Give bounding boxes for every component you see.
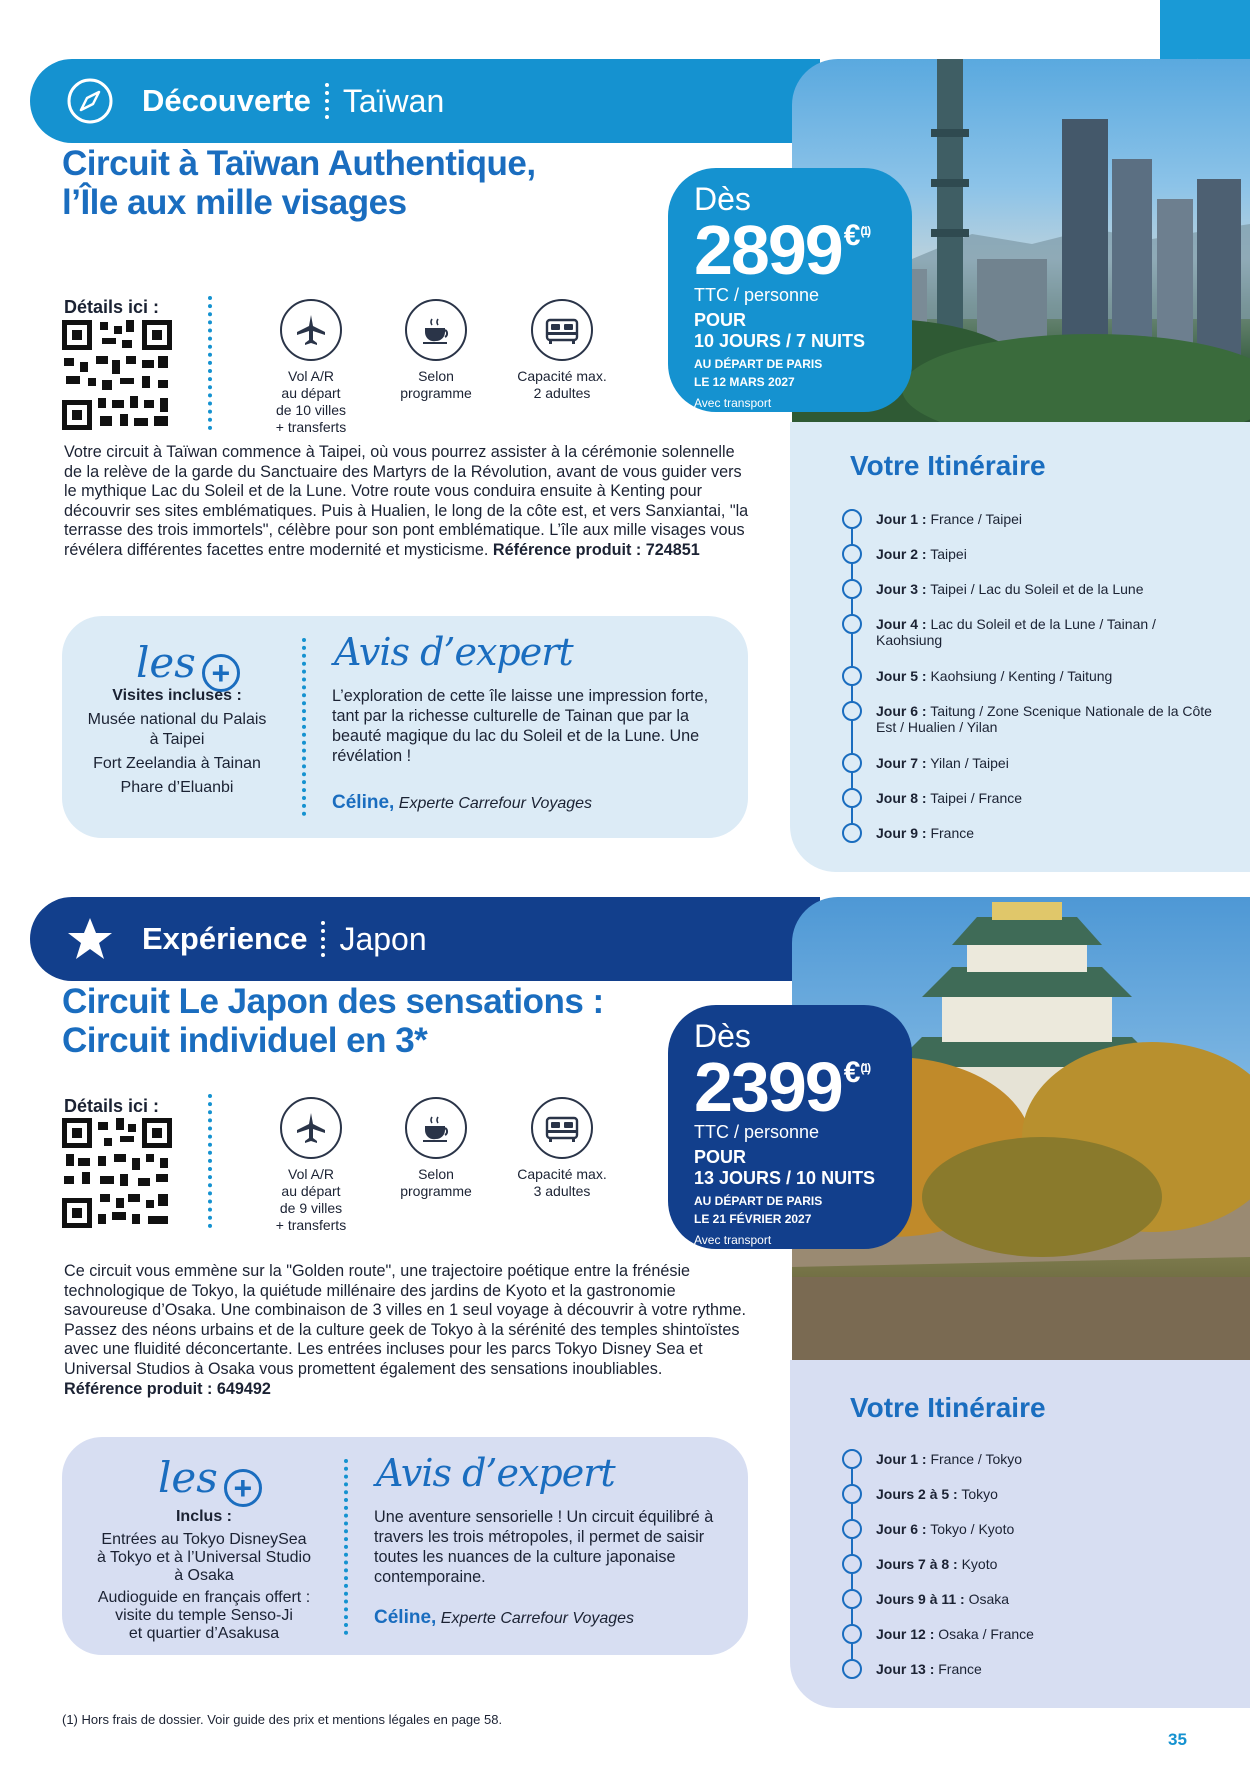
- section-country: Taïwan: [342, 82, 445, 119]
- legal-footnote: (1) Hors frais de dossier. Voir guide des prix et mentions légales en page 58.: [62, 1712, 503, 1727]
- timeline-node: [842, 1449, 862, 1469]
- les-plus-item: Entrées au Tokyo DisneySea à Tokyo et à l’Universal Studio à Osaka: [96, 1531, 312, 1584]
- description-text: Ce circuit vous emmène sur la "Golden route", une trajectoire poétique entre la frénésie technologique de Tokyo, la quiétude millénaire des jardins de Kyoto et la gastronomie savoureuse d’Osaka. Une combinaison de 3 villes en 1 seul voyage à découvrir à votre rythme. Passez des néons urbains et de la culture geek de Tokyo à la sérénité des temples shintoïstes avec une fluidité déconcertante. Les entrées incluses pour les parcs Tokyo Disney Sea et Universal Studios à Osaka vous promettent également des sensations inoubliables.: [64, 1262, 747, 1378]
- trip-title-japon: [62, 982, 604, 1060]
- bed-icon: [531, 299, 593, 361]
- price-date: LE 12 MARS 2027: [694, 375, 795, 389]
- day-desc: Tokyo / Kyoto: [930, 1521, 1015, 1537]
- details-label: Détails ici :: [64, 297, 160, 317]
- itinerary-title: Votre Itinéraire: [850, 1392, 1046, 1423]
- itinerary-title: Votre Itinéraire: [850, 450, 1046, 481]
- day-label: Jour 5 :: [876, 668, 927, 684]
- day-label: Jour 1 :: [876, 511, 927, 527]
- day-label: Jour 4 :: [876, 616, 927, 632]
- timeline-node: [842, 1659, 862, 1679]
- section-header-japon: [30, 897, 820, 981]
- trip-description: [64, 443, 750, 561]
- title-line: Circuit Le Japon des sensations :: [62, 982, 604, 1021]
- price-duration: 10 JOURS / 7 NUITS: [694, 331, 866, 351]
- plus-icon: +: [224, 1469, 262, 1507]
- day-desc: Osaka: [968, 1591, 1010, 1607]
- section-country: Japon: [339, 920, 427, 957]
- price-transport: Avec transport: [694, 396, 772, 410]
- title-line: Circuit à Taïwan Authentique,: [62, 144, 536, 183]
- trip-title-taiwan: [62, 144, 536, 222]
- day-desc: Lac du Soleil et de la Lune / Tainan / Kaohsiung: [876, 616, 1156, 648]
- price-from: Dès: [694, 1018, 751, 1054]
- price-pour: POUR: [694, 310, 747, 330]
- day-label: Jour 13 :: [876, 1661, 935, 1677]
- qr-code[interactable]: [62, 320, 172, 430]
- day-label: Jour 12 :: [876, 1626, 935, 1642]
- expert-opinion-text: Une aventure sensorielle ! Un circuit équilibré à travers les trois métropoles, il permet de saisir toutes les nuances de la culture japonaise contemporaine.: [374, 1508, 714, 1586]
- price-from: Dès: [694, 181, 751, 217]
- section-header-taiwan: [30, 59, 820, 143]
- timeline-node: [842, 1589, 862, 1609]
- day-desc: France: [930, 825, 975, 841]
- section-divider: [325, 83, 329, 119]
- day-label: Jour 9 :: [876, 825, 927, 841]
- feature-capacity: [487, 299, 637, 402]
- day-desc: France / Taipei: [930, 511, 1023, 527]
- page-number: 35: [1168, 1730, 1187, 1749]
- price-transport: Avec transport: [694, 1233, 772, 1247]
- timeline-node: [842, 544, 862, 564]
- itinerary-panel-japon: [790, 1360, 1250, 1708]
- expert-name: Céline,: [332, 792, 395, 813]
- price-unit: TTC / personne: [694, 285, 820, 305]
- feature-label: Capacité max. 2 adultes: [517, 368, 607, 401]
- box-divider: [344, 1459, 348, 1635]
- feature-label: Capacité max. 3 adultes: [517, 1166, 607, 1199]
- day-desc: Osaka / France: [938, 1626, 1034, 1642]
- day-label: Jour 3 :: [876, 581, 927, 597]
- les-plus-subtitle: Visites incluses :: [112, 687, 242, 704]
- les-plus-title: les: [136, 638, 196, 687]
- itinerary-panel-taiwan: [790, 422, 1250, 872]
- expert-signature: [374, 1607, 634, 1629]
- day-desc: Yilan / Taipei: [930, 755, 1009, 771]
- section-kind: Découverte: [142, 83, 311, 118]
- details-label: Détails ici :: [64, 1096, 160, 1116]
- price-duration: 13 JOURS / 10 NUITS: [694, 1168, 876, 1188]
- bed-icon: [531, 1097, 593, 1159]
- les-plus-item: Audioguide en français offert : visite du temple Senso-Ji et quartier d’Asakusa: [97, 1589, 311, 1642]
- expert-opinion-title: Avis d’expert: [376, 1451, 615, 1495]
- les-plus-list: [72, 686, 282, 798]
- description-text: Votre circuit à Taïwan commence à Taipei, où vous pourrez assister à la cérémonie solennelle de la relève de la garde du Sanctuaire des Martyrs de la Révolution, avant de vous guider vers le mythique Lac du Soleil et de la Lune. Votre route vous conduira ensuite à Kenting pour découvrir ses sites emblématiques. Puis à Hualien, le long de la côte est, et vers Sanxiantai, "la terrasse des trois immortels", célèbre pour son pont emblématique. L’île aux mille visages vous révélera différentes facettes entre modernité et mysticisme.: [64, 443, 749, 559]
- timeline-node: [842, 1519, 862, 1539]
- feature-label: Selon programme: [400, 368, 472, 401]
- title-line: l’Île aux mille visages: [62, 183, 407, 222]
- price-pour: POUR: [694, 1147, 747, 1167]
- day-label: Jour 6 :: [876, 1521, 927, 1537]
- day-label: Jour 1 :: [876, 1451, 927, 1467]
- day-label: Jour 7 :: [876, 755, 927, 771]
- timeline-node: [842, 666, 862, 686]
- product-reference: Référence produit : 649492: [64, 1379, 271, 1398]
- price-amount: [694, 211, 912, 289]
- expert-role: Experte Carrefour Voyages: [398, 795, 593, 812]
- timeline-node: [842, 509, 862, 529]
- plane-icon: [280, 1097, 342, 1159]
- day-label: Jour 2 :: [876, 546, 927, 562]
- timeline-node: [842, 701, 862, 721]
- day-desc: France / Tokyo: [930, 1451, 1023, 1467]
- day-label: Jours 2 à 5 :: [876, 1486, 958, 1502]
- timeline-node: [842, 788, 862, 808]
- price-footnote-ref: (1): [860, 1061, 870, 1075]
- price-currency: €: [843, 219, 861, 252]
- day-desc: France: [938, 1661, 982, 1677]
- product-reference: Référence produit : 724851: [492, 540, 700, 559]
- day-desc: Taipei / France: [930, 790, 1023, 806]
- day-label: Jours 9 à 11 :: [876, 1591, 965, 1607]
- timeline-node: [842, 614, 862, 634]
- price-currency: €: [843, 1056, 861, 1089]
- qr-code[interactable]: [62, 1118, 172, 1228]
- highlights-box: [62, 616, 748, 838]
- cup-icon: [405, 299, 467, 361]
- day-desc: Tokyo: [961, 1486, 998, 1502]
- details-divider: [208, 1094, 212, 1228]
- star-icon: [62, 911, 118, 967]
- les-plus-title: les: [158, 1453, 218, 1502]
- timeline-node: [842, 823, 862, 843]
- timeline-node: [842, 1484, 862, 1504]
- day-desc: Kaohsiung / Kenting / Taitung: [930, 668, 1113, 684]
- les-plus-item: Phare d’Eluanbi: [120, 779, 234, 796]
- cup-icon: [405, 1097, 467, 1159]
- section-divider: [321, 921, 325, 957]
- box-divider: [302, 638, 306, 816]
- section-kind: Expérience: [142, 921, 308, 956]
- day-label: Jour 8 :: [876, 790, 927, 806]
- price-departure: AU DÉPART DE PARIS: [694, 357, 823, 371]
- compass-icon: [62, 73, 118, 129]
- day-desc: Taitung / Zone Scenique Nationale de la Côte Est / Hualien / Yilan: [876, 703, 1212, 735]
- expert-opinion-title: Avis d’expert: [334, 630, 573, 674]
- les-plus-heading: [136, 638, 240, 692]
- price-value: 2399: [694, 1048, 842, 1126]
- expert-signature: [332, 792, 592, 814]
- feature-label: Vol A/R au départ de 9 villes + transferts: [275, 1166, 347, 1233]
- day-label: Jour 6 :: [876, 703, 927, 719]
- price-footnote-ref: (1): [860, 224, 870, 238]
- day-label: Jours 7 à 8 :: [876, 1556, 958, 1572]
- details-divider: [208, 296, 212, 430]
- les-plus-subtitle: Inclus :: [175, 1508, 232, 1525]
- les-plus-heading: [158, 1453, 262, 1507]
- les-plus-item: Musée national du Palais à Taipei: [87, 711, 267, 748]
- trip-description: [64, 1262, 750, 1399]
- les-plus-list: [82, 1507, 326, 1643]
- price-badge-taiwan: [668, 168, 912, 412]
- plus-icon: +: [202, 654, 240, 692]
- title-line: Circuit individuel en 3*: [62, 1021, 428, 1060]
- plane-icon: [280, 299, 342, 361]
- timeline-node: [842, 753, 862, 773]
- expert-opinion-text: L’exploration de cette île laisse une impression forte, tant par la richesse culturelle de Tainan que par la beauté magique du lac du Soleil et de la Lune. Une révélation !: [332, 687, 709, 765]
- day-desc: Taipei / Lac du Soleil et de la Lune: [930, 581, 1144, 597]
- feature-label: Vol A/R au départ de 10 villes + transferts: [275, 368, 347, 435]
- feature-label: Selon programme: [400, 1166, 472, 1199]
- price-departure: AU DÉPART DE PARIS: [694, 1194, 823, 1208]
- highlights-box: [62, 1437, 748, 1655]
- timeline-node: [842, 1554, 862, 1574]
- timeline-node: [842, 579, 862, 599]
- price-date: LE 21 FÉVRIER 2027: [694, 1212, 812, 1226]
- expert-role: Experte Carrefour Voyages: [440, 1610, 635, 1627]
- timeline-node: [842, 1624, 862, 1644]
- les-plus-item: Fort Zeelandia à Tainan: [93, 755, 261, 772]
- price-amount: [694, 1048, 912, 1126]
- price-unit: TTC / personne: [694, 1122, 820, 1142]
- day-desc: Taipei: [930, 546, 967, 562]
- expert-name: Céline,: [374, 1607, 437, 1628]
- price-value: 2899: [694, 211, 842, 289]
- day-desc: Kyoto: [961, 1556, 998, 1572]
- feature-capacity: [487, 1097, 637, 1200]
- price-badge-japon: [668, 1005, 912, 1249]
